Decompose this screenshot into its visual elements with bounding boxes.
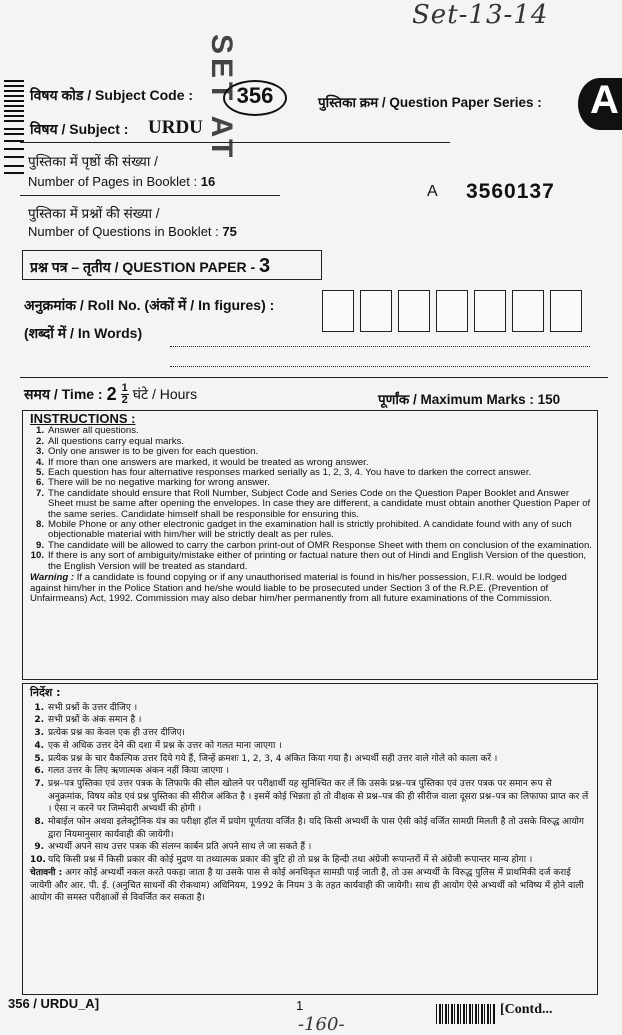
pages-rule xyxy=(20,195,280,196)
roll-number-box[interactable] xyxy=(550,290,582,332)
hindi-instruction-item xyxy=(30,753,590,766)
hindi-instruction-item xyxy=(30,714,590,727)
instruction-text: All questions carry equal marks. xyxy=(48,435,184,447)
roll-number-box[interactable] xyxy=(360,290,392,332)
warning-text: If a candidate is found copying or if any unauthorised material is found in his/her possession, F.I.R. would be lodged against him/her in the Police Station and he/she would liable to be prosecuted under Section 3 of the R.P.E. (Prevention of Unfairmeans) Act, 1992. Commission may also debar him/her permanently from all future examinations of the Commission. xyxy=(30,572,567,604)
instruction-item xyxy=(30,489,592,520)
questions-label-text: Number of Questions in Booklet : xyxy=(28,224,219,239)
instruction-number: 3. xyxy=(35,446,44,458)
hindi-instruction-item xyxy=(30,740,590,753)
roll-number-box[interactable] xyxy=(512,290,544,332)
hindi-instruction-text: गलत उत्तर के लिए ऋणात्मक अंकन नहीं किया जाएगा । xyxy=(48,766,230,777)
rotated-stamp: SET AT xyxy=(205,34,238,162)
time-unit: घंटे / Hours xyxy=(132,386,198,402)
warning-label: Warning : xyxy=(30,572,75,584)
hindi-instruction-text: अभ्यर्थी अपने साथ उत्तर पत्रक की संलग्न कार्बन प्रति अपने साथ ले जा सकते हैं । xyxy=(48,842,312,853)
instruction-number: 4. xyxy=(35,456,44,468)
question-paper-text: प्रश्न पत्र – तृतीय / QUESTION PAPER - xyxy=(30,259,256,275)
handwritten-bottom-scrawl: -160- xyxy=(298,1014,345,1035)
hindi-instruction-text: प्रत्येक प्रश्न का केवल एक ही उत्तर दीजिए। xyxy=(48,728,185,739)
roll-words-input-line xyxy=(170,346,590,347)
max-marks-text: पूर्णांक / Maximum Marks : xyxy=(378,392,534,407)
footer-contd: [Contd... xyxy=(500,1002,553,1017)
hindi-instruction-item xyxy=(30,727,590,740)
hindi-instruction-number: 8. xyxy=(34,817,44,828)
footer-code: 356 / URDU_A] xyxy=(8,996,100,1011)
max-marks-value: 150 xyxy=(537,392,561,407)
instruction-number: 8. xyxy=(35,519,44,531)
hindi-warning-text: अगर कोई अभ्यर्थी नकल करते पकड़ा जाता है या उसके पास से कोई अनधिकृत सामग्री पाई जाती है, तो उस अभ्यर्थी के विरुद्ध पुलिस में प्राथमिकी दर्ज कराई जायेगी और आर. पी. ई. (अनुचित साधनों की रोकथाम) अधिनियम, 1992 के नियम 3 के तहत कार्यवाही की जायेगी। साथ ही आयोग ऐसे अभ्यर्थी को भविष्य में होने वाली आयोग की समस्त परीक्षाओं से विवर्जित कर सकता है। xyxy=(30,867,584,904)
roll-number-box[interactable] xyxy=(398,290,430,332)
hindi-instruction-item xyxy=(30,841,590,854)
instruction-text: If more than one answers are marked, it would be treated as wrong answer. xyxy=(48,456,369,468)
instruction-number: 5. xyxy=(35,467,44,479)
questions-label-english xyxy=(28,224,237,239)
time-whole: 2 xyxy=(106,384,117,404)
hindi-instruction-number: 4. xyxy=(34,740,44,751)
booklet-number: 3560137 xyxy=(466,180,555,203)
instruction-text: If there is any sort of ambiguity/mistake either of printing or factual nature then out of Hindi and English Version of the question, the English Version will be treated as standard. xyxy=(48,550,587,572)
hindi-instruction-item xyxy=(30,765,590,778)
instruction-text: Answer all questions. xyxy=(48,425,139,437)
hindi-instruction-number: 10. xyxy=(30,855,46,866)
time-rule-top xyxy=(20,377,608,378)
instructions-list xyxy=(30,426,592,572)
time-fraction-den: 2 xyxy=(121,394,128,406)
instruction-text: Each question has four alternative responses marked serially as 1, 2, 3, 4. You have to darken the correct answer. xyxy=(48,467,532,479)
instruction-text: Mobile Phone or any other electronic gadget in the examination hall is strictly prohibited. A candidate found with any of such objectionable material with him/her will be strictly dealt as per rules. xyxy=(48,519,572,541)
subject-code: 356 xyxy=(236,83,274,108)
subject-rule xyxy=(20,142,450,143)
hindi-instruction-text: सभी प्रश्नों के उत्तर दीजिए । xyxy=(48,702,138,713)
instruction-text: The candidate should ensure that Roll Number, Subject Code and Series Code on the Question Paper Booklet and Answer Sheet must be same after opening the envelopes. In case they are different, a candidate must obtain another Question Paper of the same series. Candidate himself shall be responsible for ensuring this. xyxy=(48,487,591,520)
instruction-number: 9. xyxy=(35,539,44,551)
hindi-instruction-item xyxy=(30,816,590,841)
hindi-instruction-item xyxy=(30,854,590,867)
hindi-instruction-number: 6. xyxy=(34,766,44,777)
time-fraction xyxy=(121,383,129,406)
time-fraction-num: 1 xyxy=(121,382,128,394)
instruction-number: 7. xyxy=(35,487,44,499)
question-paper-label xyxy=(30,255,270,278)
instruction-item xyxy=(30,551,592,572)
hindi-warning xyxy=(30,867,590,905)
instructions-warning xyxy=(30,573,592,604)
hindi-instruction-number: 5. xyxy=(34,753,44,764)
hindi-instruction-number: 3. xyxy=(34,728,44,739)
series-label: पुस्तिका क्रम / Question Paper Series : xyxy=(318,95,542,110)
subject-label: विषय / Subject : xyxy=(30,121,129,137)
hindi-instruction-number: 9. xyxy=(34,842,44,853)
instruction-item xyxy=(30,520,592,541)
questions-label-hindi: पुस्तिका में प्रश्नों की संख्या / xyxy=(28,206,160,221)
hindi-instruction-text: सभी प्रश्नों के अंक समान है । xyxy=(48,715,142,726)
hindi-instruction-text: यदि किसी प्रश्न में किसी प्रकार की कोई मुद्रण या तथ्यात्मक प्रकार की त्रुटि हो तो प्रश्न के हिन्दी तथा अंग्रेजी रूपान्तरों में से अंग्रेजी रूपान्तर मान्य होगा । xyxy=(48,855,533,866)
roll-number-box[interactable] xyxy=(474,290,506,332)
hindi-title: निर्देश : xyxy=(30,686,61,699)
booklet-series-letter: A xyxy=(427,183,438,200)
roll-number-box[interactable] xyxy=(436,290,468,332)
instruction-text: The candidate will be allowed to carry the carbon print-out of OMR Response Sheet with them on conclusion of the examination. xyxy=(48,539,592,551)
hindi-instruction-text: प्रश्न–पत्र पुस्तिका एवं उत्तर पत्रक के लिफाफे की सील खोलने पर परीक्षार्थी यह सुनिश्चित कर लें कि उसके प्रश्न–पत्र पुस्तिका एवं उत्तर पत्रक पर समान रूप से अनुक्रमांक, विषय कोड एवं प्रश्न पुस्तिका की सीरीज अंकित है । इसमें कोई भिन्नता हो तो वीक्षक से प्रश्न–पत्र की ही सीरीज वाला दूसरा प्रश्न–पत्र का लिफाफा प्राप्त कर लें । ऐसा न करने पर जिम्मेदारी अभ्यर्थी की होगी । xyxy=(48,778,589,815)
time-label-text: समय / Time : xyxy=(24,386,103,402)
subject-value: URDU xyxy=(148,117,203,138)
questions-value: 75 xyxy=(222,224,237,239)
series-letter: A xyxy=(590,78,619,122)
max-marks-label xyxy=(378,390,560,408)
hindi-instruction-text: मोबाईल फोन अथवा इलेक्ट्रोनिक यंत्र का परीक्षा हॉल में प्रयोग पूर्णतया वर्जित है। यदि किसी अभ्यर्थी के पास ऐसी कोई वर्जित सामग्री मिलती है तो उसके विरुद्ध आयोग द्वारा नियमानुसार कार्यवाही की जायेगी। xyxy=(48,817,584,840)
instruction-number: 2. xyxy=(35,435,44,447)
pages-label-english xyxy=(28,174,215,189)
pages-value: 16 xyxy=(200,174,216,189)
handwritten-set-note: Set-13-14 xyxy=(412,0,549,30)
roll-words-input-line-2 xyxy=(170,366,590,367)
question-paper-number: 3 xyxy=(259,255,271,277)
pages-label-text: Number of Pages in Booklet : xyxy=(28,174,198,189)
english-instructions xyxy=(30,411,592,604)
hindi-instruction-number: 7. xyxy=(34,778,44,789)
roll-words-label: (शब्दों में / In Words) xyxy=(24,325,143,341)
roll-number-label: अनुक्रमांक / Roll No. (अंकों में / In figures) : xyxy=(24,297,275,313)
instruction-text: There will be no negative marking for wrong answer. xyxy=(48,477,270,489)
instruction-text: Only one answer is to be given for each question. xyxy=(48,446,259,458)
hindi-instruction-item xyxy=(30,702,590,715)
hindi-instruction-number: 1. xyxy=(34,702,44,713)
time-label xyxy=(24,383,197,406)
footer-barcode xyxy=(436,1004,496,1024)
hindi-instruction-text: एक से अधिक उत्तर देने की दशा में प्रश्न के उत्तर को गलत माना जाएगा । xyxy=(48,740,282,751)
hindi-instructions xyxy=(30,687,590,905)
instructions-title: INSTRUCTIONS : xyxy=(30,411,136,426)
hindi-instruction-text: प्रत्येक प्रश्न के चार वैकल्पिक उत्तर दिये गये हैं, जिन्हें क्रमशः 1, 2, 3, 4 अंकित किया गया है। अभ्यर्थी सही उत्तर वाले गोले को काला करें । xyxy=(48,753,498,764)
roll-number-box[interactable] xyxy=(322,290,354,332)
hindi-instruction-item xyxy=(30,778,590,816)
footer-page-number: 1 xyxy=(296,998,304,1013)
instruction-number: 10. xyxy=(30,550,44,562)
instruction-number: 6. xyxy=(35,477,44,489)
hindi-instruction-number: 2. xyxy=(34,715,44,726)
subject-code-label: विषय कोड / Subject Code : xyxy=(30,87,194,103)
hindi-warning-label: चेतावनी : xyxy=(30,867,63,878)
instruction-number: 1. xyxy=(35,425,44,437)
hindi-instructions-list xyxy=(30,702,590,867)
pages-label-hindi: पुस्तिका में पृष्ठों की संख्या / xyxy=(28,154,158,169)
